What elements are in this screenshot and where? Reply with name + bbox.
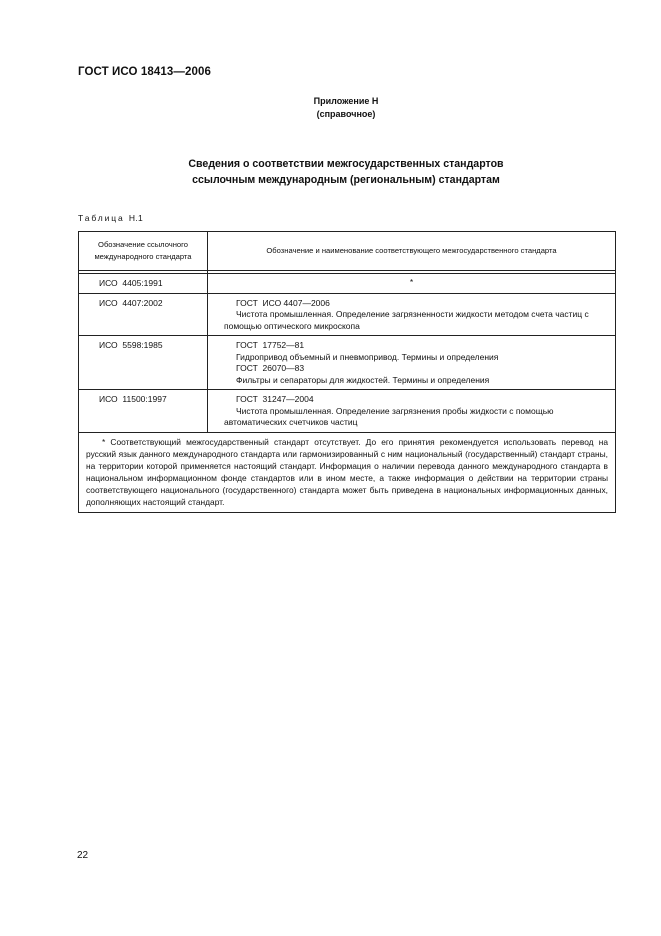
annex-title: [0, 156, 661, 188]
interstate-title: Чистота промышленная. Определение загрязнения пробы жидкости с помощью автоматических счетчиков частиц: [224, 405, 554, 427]
annex-label: Приложение Н: [313, 96, 379, 106]
table-row: [79, 293, 616, 336]
international-code: ИСО 11500:1997: [79, 390, 208, 433]
annex-title-line1: Сведения о соответствии межгосударственных стандартов: [188, 158, 504, 170]
table-row: [79, 274, 616, 294]
table-caption-number: Н.1: [128, 213, 144, 223]
annex-heading: [0, 95, 661, 121]
table-row: [79, 390, 616, 433]
annex-type: (справочное): [316, 109, 376, 119]
interstate-code: ГОСТ ИСО 4407—2006: [236, 297, 330, 308]
interstate-title: Чистота промышленная. Определение загрязненности жидкости методом счета частиц с помощью оптического микроскопа: [224, 309, 589, 331]
interstate-code: ГОСТ 31247—2004: [236, 394, 314, 404]
international-code: ИСО 5598:1985: [79, 336, 208, 390]
table-caption-word: Таблица: [78, 213, 125, 223]
header-international-standard: Обозначение ссылочного международного стандарта: [79, 232, 208, 271]
international-code: ИСО 4407:2002: [79, 293, 208, 336]
header-interstate-standard: Обозначение и наименование соответствующего межгосударственного стандарта: [208, 232, 616, 271]
interstate-title: Фильтры и сепараторы для жидкостей. Термины и определения: [236, 374, 490, 385]
interstate-standard-cell: [208, 336, 616, 390]
table-footnote-row: [79, 432, 616, 512]
table-row: [79, 336, 616, 390]
international-code: ИСО 4405:1991: [79, 274, 208, 294]
footnote-marker: *: [208, 274, 616, 294]
interstate-code: ГОСТ 17752—81: [236, 340, 305, 350]
table-footnote: [79, 432, 616, 512]
table-footnote-text: * Соответствующий межгосударственный стандарт отсутствует. До его принятия рекомендуется использовать перевод на русский язык данного международного стандарта или гармонизированный с ним национальный (государственный) стандарт страны, на территории которой применяется настоящий стандарт. Информация о наличии перевода данного международного стандарта в национальном информационном фонде стандартов или в ином месте, а также информация о действии на территории страны соответствующего национального (государственного) стандарта может быть приведена в национальных информационных данных, дополняющих настоящий стандарт.: [86, 436, 608, 507]
document-header: ГОСТ ИСО 18413—2006: [78, 66, 211, 78]
table-header-row: [79, 232, 616, 271]
correspondence-table: [78, 231, 616, 513]
table-caption: [78, 213, 143, 223]
interstate-standard-cell: [208, 390, 616, 433]
interstate-code: ГОСТ 26070—83: [236, 363, 305, 373]
annex-title-line2: ссылочным международным (региональным) стандартам: [192, 174, 500, 186]
interstate-standard-cell: [208, 293, 616, 336]
page-number: 22: [77, 850, 89, 861]
interstate-title: Гидропривод объемный и пневмопривод. Термины и определения: [236, 351, 499, 362]
